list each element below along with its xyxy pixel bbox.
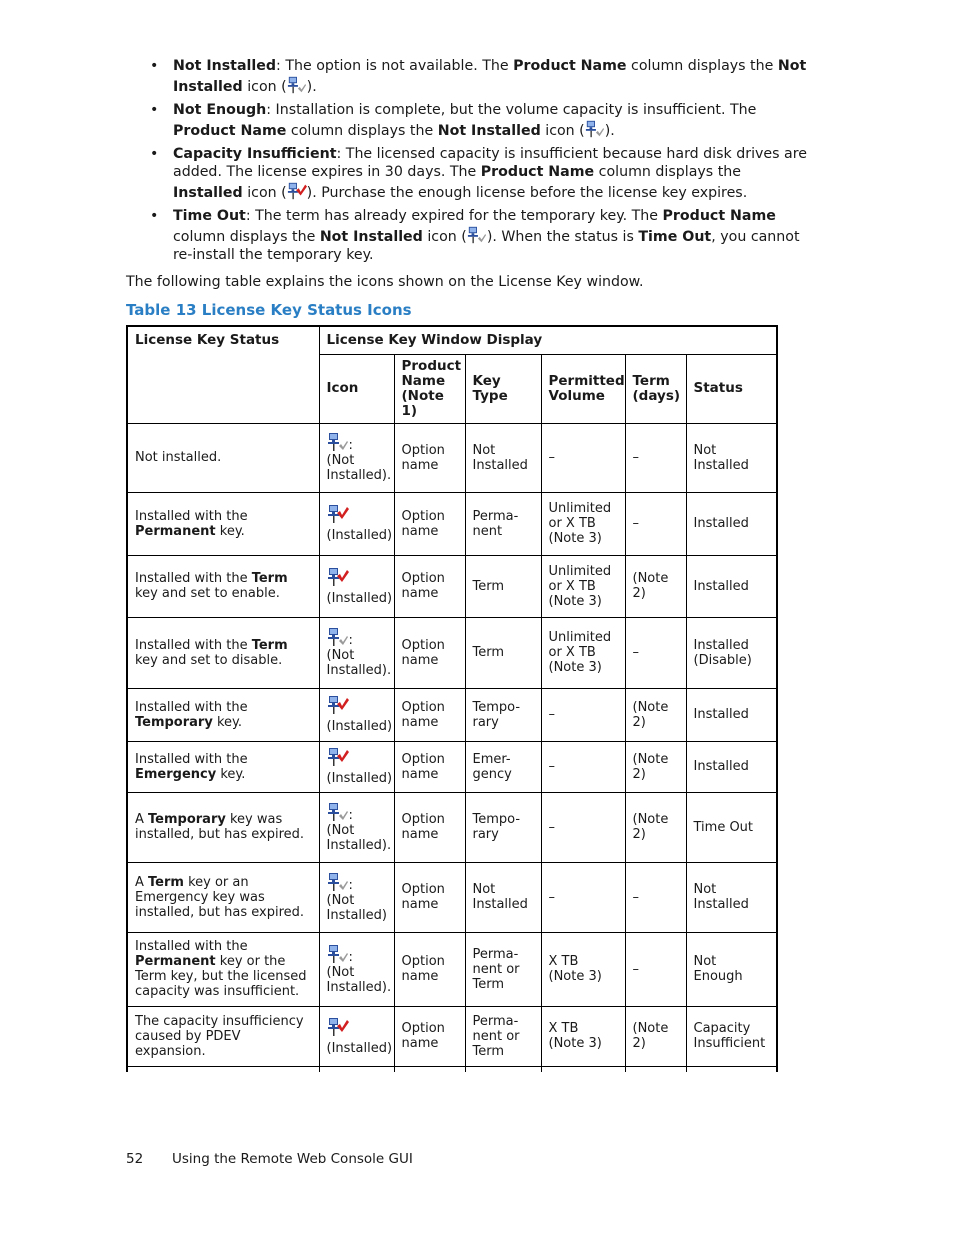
icon-caption: (Installed) <box>326 771 393 786</box>
status-key: Permanent <box>135 954 216 969</box>
bullet-text: ). <box>604 123 615 139</box>
bullet-term: Time Out <box>638 229 712 245</box>
status-text: key. <box>215 523 245 539</box>
header-product-name-label: Product Name <box>401 357 462 389</box>
product-name-cell: Option name <box>394 617 465 688</box>
bullet-text: column displays the <box>594 164 741 180</box>
permitted-volume-cell: Unlimited or X TB (Note 3) <box>541 492 625 555</box>
product-name-cell: Option name <box>394 792 465 862</box>
license-key-status-table <box>126 325 778 1072</box>
status-value-cell: Installed <box>686 492 777 555</box>
status-text: key and set to disable. <box>135 652 283 668</box>
icon-caption: (Not Installed). <box>326 453 392 483</box>
key-type-cell: Tempo-rary <box>465 688 541 741</box>
status-text: key. <box>216 766 246 782</box>
header-permitted-volume: Permitted Volume <box>541 354 625 423</box>
icon-cell <box>319 1006 394 1066</box>
bullet-text: icon ( <box>422 229 467 245</box>
bullet-term: Capacity Insufficient <box>173 146 337 162</box>
status-key: Term <box>251 637 288 653</box>
status-value-cell: Capacity Insufficient <box>686 1006 777 1066</box>
product-name-cell: Option name <box>394 1006 465 1066</box>
not-installed-icon <box>467 225 487 245</box>
key-type-cell: Tempo-rary <box>465 792 541 862</box>
key-type-cell: Term <box>465 617 541 688</box>
status-text: Installed with the <box>135 939 248 954</box>
icon-cell: : (Not Installed). <box>319 423 394 492</box>
status-key: Term <box>148 874 184 890</box>
term-cell: (Note 2) <box>625 792 686 862</box>
footer-section-title: Using the Remote Web Console GUI <box>172 1151 413 1167</box>
bullet-text: : Installation is complete, but the volume capacity is insufficient. The <box>266 102 757 118</box>
header-product-name <box>394 354 465 423</box>
term-cell: (Note 2) <box>625 555 686 617</box>
term-cell: – <box>625 617 686 688</box>
key-type-cell: Not Installed <box>465 862 541 932</box>
status-cell <box>127 423 319 492</box>
product-name-cell: Option name <box>394 555 465 617</box>
status-text: Installed with the <box>135 699 248 715</box>
status-text: key. <box>212 714 242 730</box>
status-cell <box>127 617 319 688</box>
header-icon: Icon <box>319 354 394 423</box>
header-license-key-window-display: License Key Window Display <box>319 326 777 354</box>
bullet-text: ). <box>306 79 317 95</box>
table-row <box>127 492 777 555</box>
status-value-cell: Not Enough <box>686 932 777 1006</box>
bullet-not-installed <box>150 57 810 96</box>
icon-cell <box>319 741 394 792</box>
bullet-text: : The option is not available. The <box>276 58 514 74</box>
product-name-cell: Option name <box>394 862 465 932</box>
status-cell <box>127 862 319 932</box>
term-cell: (Note 2) <box>625 688 686 741</box>
icon-caption: (Installed) <box>326 719 393 734</box>
bullet-time-out <box>150 207 810 264</box>
status-key: Temporary <box>135 714 213 730</box>
not-installed-icon <box>327 872 349 892</box>
icon-caption: (Not Installed). <box>326 964 392 995</box>
column-name: Product Name <box>480 164 595 180</box>
icon-cell: : (Not Installed). <box>319 617 394 688</box>
bullet-text: icon ( <box>540 123 585 139</box>
status-value-cell: Time Out <box>686 792 777 862</box>
icon-cell <box>319 688 394 741</box>
bullet-text: column displays the <box>286 123 438 139</box>
bullet-list <box>150 57 810 269</box>
table-row <box>127 423 777 492</box>
installed-icon <box>327 695 349 715</box>
status-text: Installed with the <box>135 571 252 586</box>
status-text: key was installed, but has expired. <box>135 812 305 842</box>
not-installed-icon <box>287 75 307 95</box>
key-type-cell: Emer-gency <box>465 741 541 792</box>
permitted-volume-cell: Unlimited or X TB (Note 3) <box>541 555 625 617</box>
icon-label: Installed <box>173 185 243 201</box>
header-key-type: Key Type <box>465 354 541 423</box>
term-cell: – <box>625 862 686 932</box>
header-status: Status <box>686 354 777 423</box>
status-cell <box>127 555 319 617</box>
icon-cell: : (Not Installed) <box>319 862 394 932</box>
icon-cell: : (Not Installed). <box>319 792 394 862</box>
table-continuation <box>127 1066 777 1072</box>
header-note1: (Note 1) <box>401 387 444 419</box>
permitted-volume-cell: – <box>541 741 625 792</box>
bullet-text: column displays the <box>173 229 320 245</box>
status-cell <box>127 932 319 1006</box>
status-text: key and set to enable. <box>135 586 280 601</box>
table-row <box>127 862 777 932</box>
bullet-capacity-insufficient <box>150 145 810 202</box>
not-installed-icon <box>327 432 349 452</box>
icon-caption: (Installed) <box>326 528 393 543</box>
intro-paragraph: The following table explains the icons shown on the License Key window. <box>126 274 644 290</box>
status-text: The capacity insufficiency caused by PDEV expansion. <box>135 1013 304 1059</box>
table-row <box>127 792 777 862</box>
icon-cell <box>319 555 394 617</box>
installed-icon <box>287 181 307 201</box>
status-text: A <box>135 874 149 890</box>
permitted-volume-cell: – <box>541 423 625 492</box>
term-cell: – <box>625 492 686 555</box>
not-installed-icon <box>327 944 349 964</box>
bullet-term: Time Out <box>173 208 246 224</box>
permitted-volume-cell: Unlimited or X TB (Note 3) <box>541 617 625 688</box>
bullet-text: ). When the status is <box>486 229 639 245</box>
status-value-cell: Installed (Disable) <box>686 617 777 688</box>
not-installed-icon <box>327 802 349 822</box>
bullet-text: column displays the <box>626 58 778 74</box>
installed-icon <box>327 747 349 767</box>
installed-icon <box>327 504 349 524</box>
bullet-text: , you cannot re-install the temporary key. <box>173 229 800 263</box>
key-type-cell: Perma-nent <box>465 492 541 555</box>
icon-caption: (Installed) <box>326 590 393 606</box>
term-cell: (Note 2) <box>625 741 686 792</box>
permitted-volume-cell: X TB (Note 3) <box>541 932 625 1006</box>
table-row <box>127 932 777 1006</box>
icon-caption: (Not Installed). <box>326 648 392 678</box>
table-row <box>127 688 777 741</box>
product-name-cell: Option name <box>394 492 465 555</box>
page-number: 52 <box>126 1151 144 1167</box>
table-caption: Table 13 License Key Status Icons <box>126 301 412 319</box>
term-cell: (Note 2) <box>625 1006 686 1066</box>
permitted-volume-cell: – <box>541 862 625 932</box>
status-value-cell: Installed <box>686 555 777 617</box>
icon-cell: : (Not Installed). <box>319 932 394 1006</box>
header-license-key-status: License Key Status <box>127 326 319 423</box>
installed-icon <box>327 1017 349 1037</box>
icon-caption: (Not Installed) <box>326 892 387 923</box>
bullet-text: icon ( <box>242 185 287 201</box>
status-cell <box>127 741 319 792</box>
status-cell <box>127 492 319 555</box>
status-text: Installed with the <box>135 637 252 653</box>
status-text: key or the Term key, but the licensed capacity was insufficient. <box>135 954 307 999</box>
bullet-text: : The licensed capacity is insufficient because hard disk drives are added. The license expires in 30 days. The <box>173 146 807 180</box>
table-row <box>127 617 777 688</box>
status-cell <box>127 1006 319 1066</box>
page-footer <box>126 1151 413 1167</box>
key-type-cell: Perma-nent or Term <box>465 932 541 1006</box>
status-key: Temporary <box>148 812 226 827</box>
status-key: Term <box>251 571 288 586</box>
table-row <box>127 555 777 617</box>
status-text: Installed with the <box>135 751 248 767</box>
table-body <box>127 423 777 1072</box>
bullet-term: Not Enough <box>173 102 267 118</box>
column-name: Product Name <box>173 123 287 139</box>
icon-label: Not Installed <box>437 123 541 139</box>
bullet-not-enough <box>150 101 810 140</box>
bullet-text: : The term has already expired for the temporary key. The <box>245 208 663 224</box>
bullet-text: icon ( <box>242 79 287 95</box>
status-value-cell: Installed <box>686 741 777 792</box>
table-row <box>127 741 777 792</box>
installed-icon <box>327 567 349 587</box>
bullet-term: Not Installed <box>173 58 277 74</box>
not-installed-icon <box>327 627 349 647</box>
key-type-cell: Not Installed <box>465 423 541 492</box>
status-value-cell: Not Installed <box>686 423 777 492</box>
table-row <box>127 1006 777 1066</box>
icon-caption: (Installed) <box>326 1040 393 1056</box>
status-value-cell: Installed <box>686 688 777 741</box>
term-cell: – <box>625 932 686 1006</box>
status-value-cell: Not Installed <box>686 862 777 932</box>
header-term: Term (days) <box>625 354 686 423</box>
key-type-cell: Term <box>465 555 541 617</box>
status-text: Installed with the <box>135 508 248 524</box>
icon-cell <box>319 492 394 555</box>
product-name-cell: Option name <box>394 423 465 492</box>
status-cell <box>127 688 319 741</box>
status-key: Emergency <box>135 766 217 782</box>
product-name-cell: Option name <box>394 932 465 1006</box>
status-text: A <box>135 812 149 827</box>
icon-label: Not Installed <box>319 229 423 245</box>
term-cell: – <box>625 423 686 492</box>
column-name: Product Name <box>513 58 627 74</box>
status-text: Not installed. <box>135 450 222 465</box>
icon-label: Not Installed <box>173 58 807 95</box>
column-name: Product Name <box>662 208 776 224</box>
not-installed-icon <box>585 119 605 139</box>
icon-caption: (Not Installed). <box>326 822 392 853</box>
status-cell <box>127 792 319 862</box>
product-name-cell: Option name <box>394 741 465 792</box>
permitted-volume-cell: X TB (Note 3) <box>541 1006 625 1066</box>
key-type-cell: Perma-nent or Term <box>465 1006 541 1066</box>
bullet-text: ). Purchase the enough license before the license key expires. <box>306 185 748 201</box>
status-key: Permanent <box>135 523 216 539</box>
permitted-volume-cell: – <box>541 688 625 741</box>
permitted-volume-cell: – <box>541 792 625 862</box>
status-text: key or an Emergency key was installed, but has expired. <box>135 874 305 920</box>
product-name-cell: Option name <box>394 688 465 741</box>
